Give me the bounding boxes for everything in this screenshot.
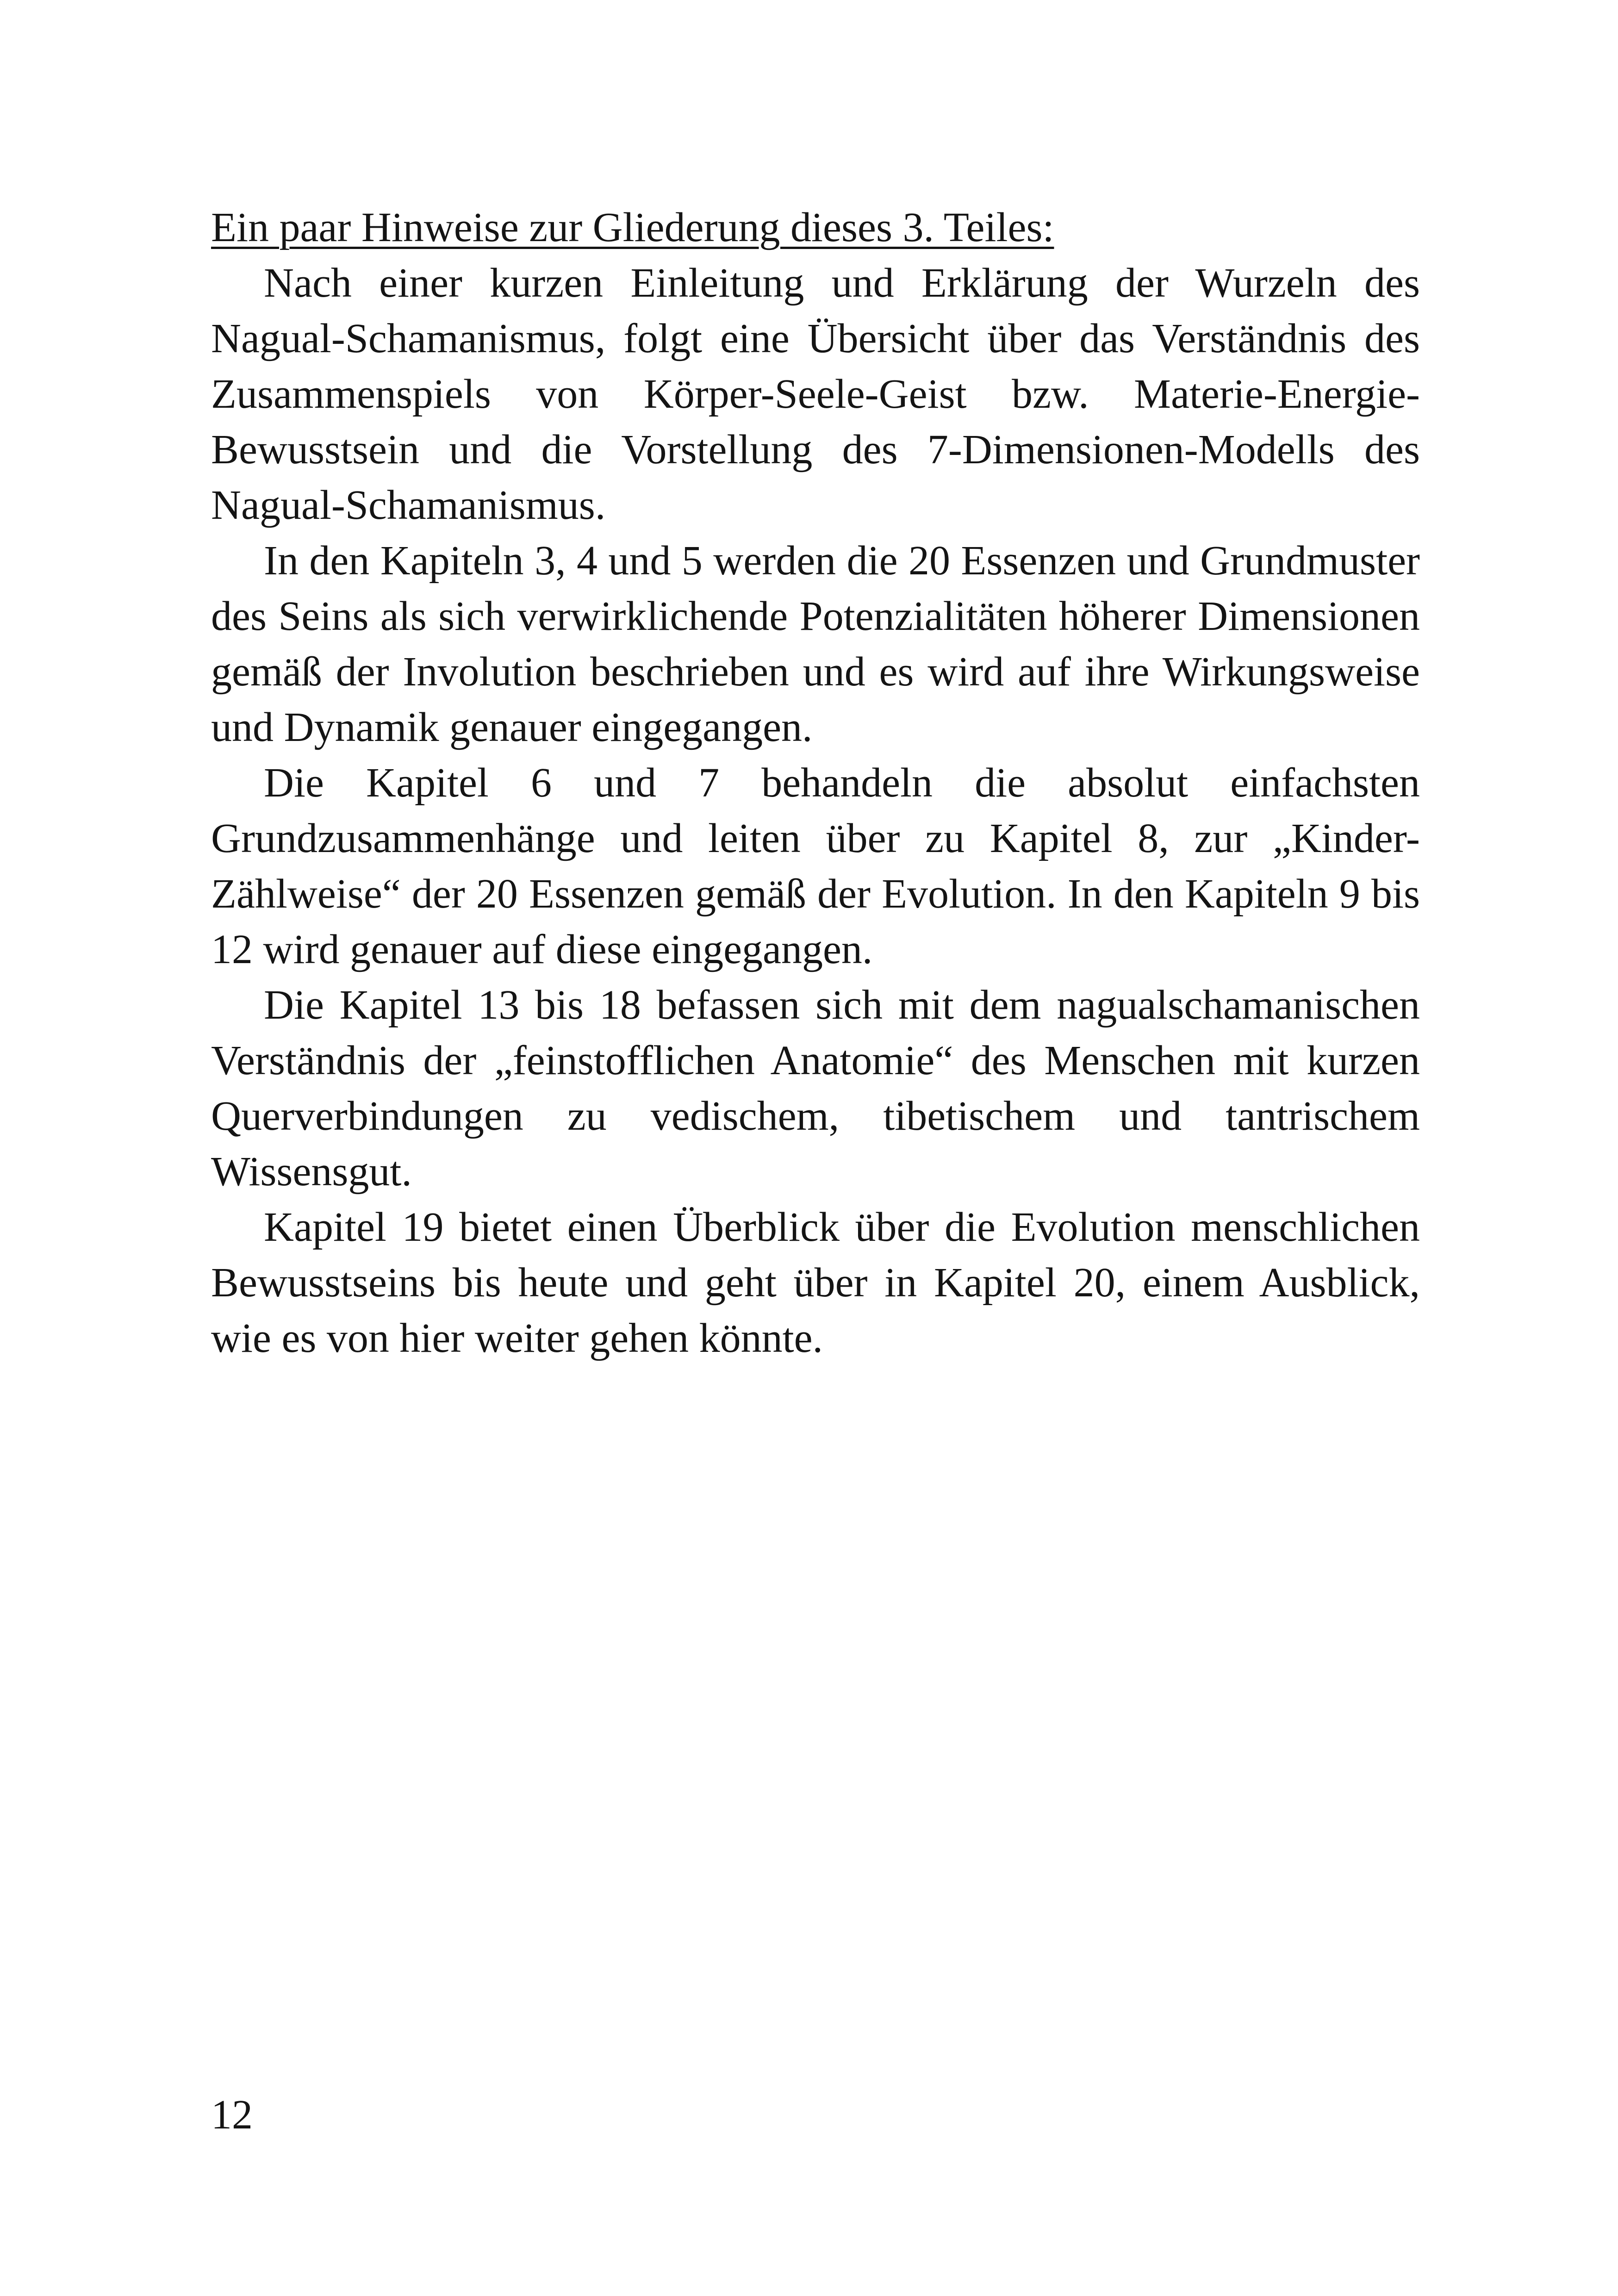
paragraph-chapters-19-20: Kapitel 19 bietet einen Überblick über die Evolution menschlichen Bewusstseins bis heute und geht über in Kapitel 20, einem Ausblick, wie es von hier weiter gehen könnte.	[211, 1204, 1420, 1361]
text-block	[211, 200, 1420, 1366]
paragraph-chapters-6-12: Die Kapitel 6 und 7 behandeln die absolut einfachsten Grundzusammenhänge und leiten über zu Kapitel 8, zur „Kinder-Zählweise“ der 20 Essenzen gemäß der Evolution. In den Kapiteln 9 bis 12 wird genauer auf diese eingegangen.	[211, 760, 1420, 972]
section-heading: Ein paar Hinweise zur Gliederung dieses 3. Teiles:	[211, 205, 1054, 250]
paragraph-chapters-3-5: In den Kapiteln 3, 4 und 5 werden die 20 Essenzen und Grundmuster des Seins als sich verwirklichende Potenzialitäten höherer Dimensionen gemäß der Involution beschrieben und es wird auf ihre Wirkungsweise und Dynamik genauer eingegangen.	[211, 538, 1420, 750]
page-number: 12	[211, 2092, 253, 2138]
paragraph-chapters-13-18: Die Kapitel 13 bis 18 befassen sich mit dem nagualschamanischen Verständnis der „feinstofflichen Anatomie“ des Menschen mit kurzen Querverbindungen zu vedischem, tibetischem und tantrischem Wissensgut.	[211, 982, 1420, 1195]
paragraph-introduction: Nach einer kurzen Einleitung und Erklärung der Wurzeln des Nagual-Schamanismus, folgt eine Übersicht über das Verständnis des Zusammenspiels von Körper-Seele-Geist bzw. Materie-Energie-Bewusstsein und die Vorstellung des 7-Dimensionen-Modells des Nagual-Schamanismus.	[211, 260, 1420, 528]
